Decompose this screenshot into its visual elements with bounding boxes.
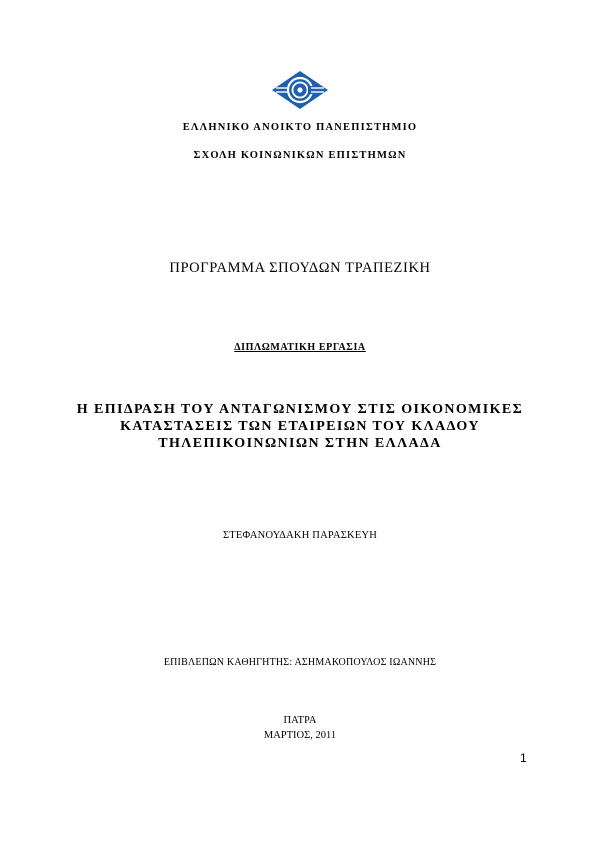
thesis-title-line-2: ΚΑΤΑΣΤΑΣΕΙΣ ΤΩΝ ΕΤΑΙΡΕΙΩΝ ΤΟΥ ΚΛΑΔΟΥ xyxy=(120,419,480,434)
page-number: 1 xyxy=(520,751,527,765)
university-logo-icon xyxy=(271,70,329,110)
thesis-title-line-3: ΤΗΛΕΠΙΚΟΙΝΩΝΙΩΝ ΣΤΗΝ ΕΛΛΑΔΑ xyxy=(158,436,442,451)
school-name: ΣΧΟΛΗ ΚΟΙΝΩΝΙΚΩΝ ΕΠΙΣΤΗΜΩΝ xyxy=(193,150,407,161)
thesis-title-line-1: Η ΕΠΙΔΡΑΣΗ ΤΟΥ ΑΝΤΑΓΩΝΙΣΜΟΥ ΣΤΙΣ ΟΙΚΟΝΟΜΙΚΕΣ xyxy=(76,402,524,417)
program-name: ΠΡΟΓΡΑΜΜΑ ΣΠΟΥΔΩΝ ΤΡΑΠΕΖΙΚΗ xyxy=(169,260,431,276)
thesis-title xyxy=(0,401,600,452)
city: ΠΑΤΡΑ xyxy=(283,715,317,726)
thesis-type: ΔΙΠΛΩΜΑΤΙΚΗ ΕΡΓΑΣΙΑ xyxy=(234,342,366,353)
author-name: ΣΤΕΦΑΝΟΥΔΑΚΗ ΠΑΡΑΣΚΕΥΗ xyxy=(222,530,378,541)
university-name: ΕΛΛΗΝΙΚΟ ΑΝΟΙΚΤΟ ΠΑΝΕΠΙΣΤΗΜΙΟ xyxy=(182,122,418,133)
supervisor: ΕΠΙΒΛΕΠΩΝ ΚΑΘΗΓΗΤΗΣ: ΑΣΗΜΑΚΟΠΟΥΛΟΣ ΙΩΑΝΝΗΣ xyxy=(163,657,437,668)
date: ΜΑΡΤΙΟΣ, 2011 xyxy=(263,730,337,741)
